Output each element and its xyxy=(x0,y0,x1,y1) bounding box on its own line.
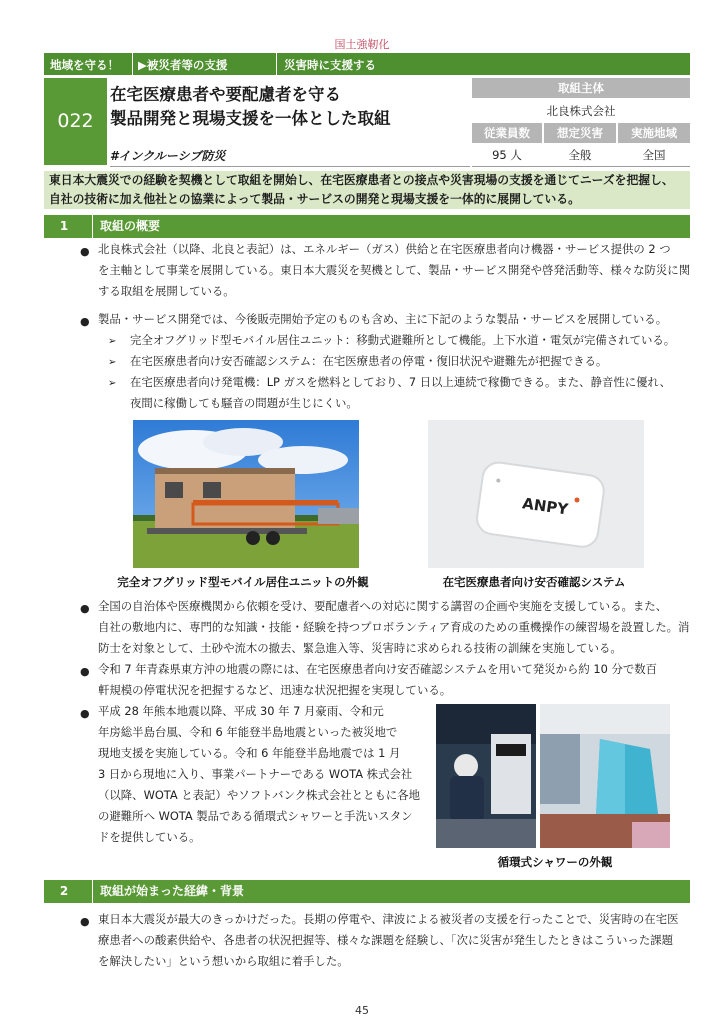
text-line: 令和 7 年青森県東方沖の地震の際には、在宅医療患者向け安否確認システムを用いて発災から約 10 分で数百 xyxy=(98,662,658,676)
text-line: 療患者への酸素供給や、各患者の状況把握等、様々な課題を経験し、「次に災害が発生したときはこういった課題 xyxy=(98,933,673,947)
disaster-value: 全般 xyxy=(568,148,592,162)
area-header: 実施地域 xyxy=(618,123,690,143)
text-line: を解決したい」という想いから取組に着手した。 xyxy=(98,954,349,968)
text-line: （以降、WOTA と表記）やソフトバンク株式会社とともに各地 xyxy=(98,788,421,802)
shower-photo-1 xyxy=(436,704,536,848)
s1-bullet2: 製品・サービス開発では、今後販売開始予定のものも含め、主に下記のような製品・サービスを展開している。 xyxy=(98,312,668,326)
info-underline xyxy=(472,166,690,167)
s1-bullet1 xyxy=(98,239,698,302)
text-line: 夜間に稼働しても騒音の問題が生じにくい。 xyxy=(130,396,358,410)
text-line: を主軸として事業を展開している。東日本大震災を契機として、製品・サービス開発や啓発活動等、様々な防災に関 xyxy=(98,263,691,277)
text-line: 東日本大震災が最大のきっかけだった。長期の停電や、津波による被災者の支援を行ったことで、災害時の在宅医 xyxy=(98,912,679,926)
safety-system-caption: 在宅医療患者向け安否確認システム xyxy=(442,575,626,589)
category-divider xyxy=(276,53,277,75)
shower-caption: 循環式シャワーの外観 xyxy=(497,855,613,869)
case-title xyxy=(110,83,470,131)
text-line: 年房総半島台風、令和 6 年能登半島地震といった被災地で xyxy=(98,725,398,739)
section2-number: 2 xyxy=(59,884,69,898)
section-divider xyxy=(92,880,93,903)
s1-bullet4 xyxy=(98,659,698,701)
summary-line1: 東日本大震災での経験を契機として取組を開始し、在宅医療患者との接点や災害現場の支援を通じてニーズを把握し、 xyxy=(49,173,674,187)
arrow-icon: ➢ xyxy=(108,336,117,347)
bullet-icon: ● xyxy=(80,245,90,258)
area-value: 全国 xyxy=(642,148,666,162)
s1-sub2: 在宅医療患者向け安否確認システム：在宅医療患者の停電・復旧状況や避難先が把握できる。 xyxy=(130,354,608,368)
disaster-header: 想定災害 xyxy=(544,123,616,143)
bullet-icon: ● xyxy=(80,707,90,720)
bullet-icon: ● xyxy=(80,315,90,328)
text-line: 自社の敷地内に、専門的な知識・技能・経験を持つプロボランティア育成のための重機操作の練習場を設置した。消 xyxy=(98,620,690,634)
section1-number: 1 xyxy=(59,219,69,233)
bullet-icon: ● xyxy=(80,915,90,928)
section1-header xyxy=(44,215,690,238)
category-item-disaster: 災害時に支援する xyxy=(284,58,376,72)
text-line: 現地支援を実施している。令和 6 年能登半島地震では 1 月 xyxy=(98,746,401,760)
text-line: 在宅医療患者向け発電機：LP ガスを燃料としており、7 日以上連続で稼働できる。また、静音性に優れ、 xyxy=(130,375,671,389)
s1-bullet5 xyxy=(98,701,428,848)
arrow-icon: ➢ xyxy=(108,378,117,389)
text-line: 防士を対象として、土砂や流木の撤去、緊急進入等、災害時に求められる技術の訓練を実施している。 xyxy=(98,641,622,655)
section-divider xyxy=(92,215,93,238)
page-number: 45 xyxy=(355,1004,369,1017)
section2-header xyxy=(44,880,690,903)
shower-photo-2 xyxy=(540,704,670,848)
text-line: ドを提供している。 xyxy=(98,830,201,844)
mobile-unit-caption: 完全オフグリッド型モバイル居住ユニットの外観 xyxy=(117,575,369,589)
device-label: ANPY xyxy=(521,494,570,519)
case-number: 022 xyxy=(44,78,107,165)
case-title-line1: 在宅医療患者や要配慮者を守る xyxy=(110,85,341,104)
bullet-icon: ● xyxy=(80,602,90,615)
text-line: の避難所へ WOTA 製品である循環式シャワーと手洗いスタン xyxy=(98,809,413,823)
case-title-line2: 製品開発と現場支援を一体とした取組 xyxy=(110,109,391,128)
s1-bullet3 xyxy=(98,596,698,659)
category-divider xyxy=(132,53,133,75)
text-line: 軒規模の停電状況を把握するなど、迅速な状況把握を実現している。 xyxy=(98,683,452,697)
category-item-support: ▶被災者等の支援 xyxy=(138,58,228,72)
tag-underline xyxy=(110,166,470,167)
category-label: 国土強靭化 xyxy=(334,38,390,51)
text-line: 全国の自治体や医療機関から依頼を受け、要配慮者への対応に関する講習の企画や実施を支援している。また、 xyxy=(98,599,668,613)
safety-system-photo xyxy=(428,420,644,568)
summary-line2: 自社の技術に加え他社との協業によって製品・サービスの開発と現場支援を一体的に展開している。 xyxy=(49,192,580,206)
arrow-icon: ➢ xyxy=(108,357,117,368)
bullet-icon: ● xyxy=(80,665,90,678)
text-line: する取組を展開している。 xyxy=(98,284,235,298)
employees-value: 95 人 xyxy=(492,148,522,162)
employees-header: 従業員数 xyxy=(472,123,542,143)
s1-sub1: 完全オフグリッド型モバイル居住ユニット：移動式避難所として機能。上下水道・電気が完備されている。 xyxy=(130,333,676,347)
text-line: 平成 28 年熊本地震以降、平成 30 年 7 月豪雨、令和元 xyxy=(98,704,384,718)
s2-bullet1 xyxy=(98,909,698,972)
text-line: 北良株式会社（以降、北良と表記）は、エネルギー（ガス）供給と在宅医療患者向け機器・サービス提供の 2 つ xyxy=(98,242,671,256)
entity-header: 取組主体 xyxy=(472,78,690,98)
summary-box xyxy=(44,171,690,209)
s1-sub3 xyxy=(130,372,700,414)
mobile-unit-photo xyxy=(133,420,359,568)
text-line: 3 日から現地に入り、事業パートナーである WOTA 株式会社 xyxy=(98,767,413,781)
section1-title: 取組の概要 xyxy=(100,219,161,233)
category-bar xyxy=(44,53,690,75)
section2-title: 取組が始まった経緯・背景 xyxy=(100,884,245,898)
case-tag: #インクルーシブ防災 xyxy=(110,149,226,163)
category-item-region: 地域を守る！ xyxy=(50,58,119,72)
entity-value: 北良株式会社 xyxy=(546,104,616,118)
